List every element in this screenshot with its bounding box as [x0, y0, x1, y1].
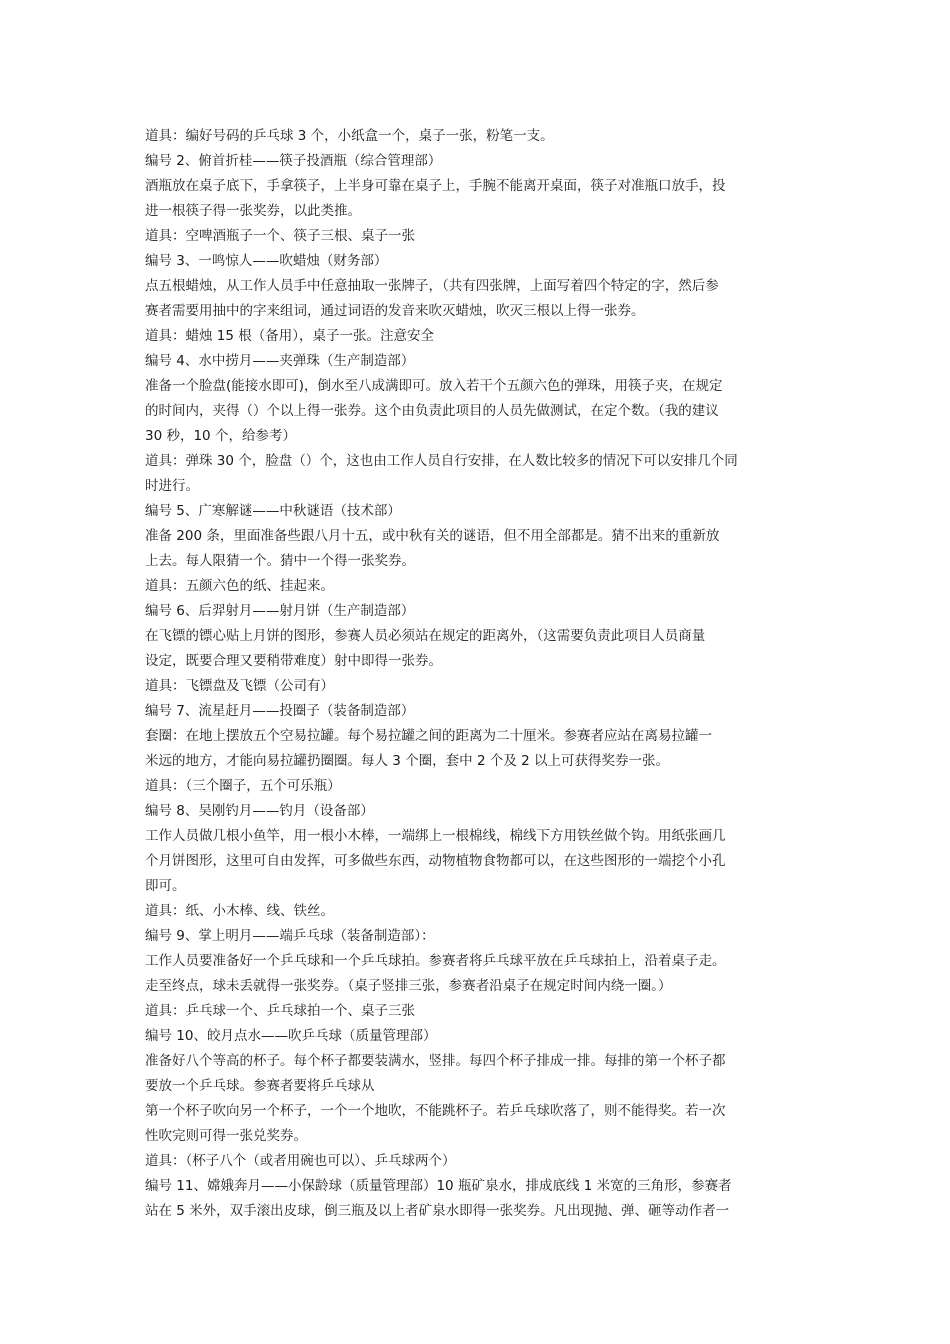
document-body — [145, 124, 813, 1224]
item-heading: 编号 3、一鸣惊人——吹蜡烛（财务部） — [145, 253, 388, 269]
item-heading: 编号 10、皎月点水——吹乒乓球（质量管理部） — [145, 1028, 437, 1044]
text-line: 道具：弹珠 30 个，脸盘（）个，这也由工作人员自行安排，在人数比较多的情况下可以安排几个同 — [145, 453, 738, 469]
text-line: 的时间内，夹得（）个以上得一张券。这个由负责此项目的人员先做测试，在定个数。（我的建议 — [145, 403, 719, 419]
text-line: 米远的地方，才能向易拉罐扔圈圈。每人 3 个圈，套中 2 个及 2 以上可获得奖券一张。 — [145, 753, 670, 769]
text-line: 道具：空啤酒瓶子一个、筷子三根、桌子一张 — [145, 228, 415, 244]
text-line: 准备好八个等高的杯子。每个杯子都要装满水，竖排。每四个杯子排成一排。每排的第一个杯子都 — [145, 1053, 726, 1069]
text-line: 工作人员做几根小鱼竿，用一根小木棒，一端绑上一根棉线，棉线下方用铁丝做个钩。用纸张画几 — [145, 828, 726, 844]
text-line: 赛者需要用抽中的字来组词，通过词语的发音来吹灭蜡烛，吹灭三根以上得一张券。 — [145, 303, 645, 319]
text-line: 在飞镖的镖心贴上月饼的图形，参赛人员必须站在规定的距离外，（这需要负责此项目人员商量 — [145, 628, 706, 644]
text-line: 设定，既要合理又要稍带难度）射中即得一张券。 — [145, 653, 442, 669]
text-line: 上去。每人限猜一个。猜中一个得一张奖券。 — [145, 553, 415, 569]
text-line: 准备一个脸盘(能接水即可)，倒水至八成满即可。放入若干个五颜六色的弹珠，用筷子夹，在规定 — [145, 378, 723, 394]
item-heading: 编号 6、后羿射月——射月饼（生产制造部） — [145, 603, 415, 619]
text-line: 走至终点，球未丢就得一张奖券。（桌子竖排三张，参赛者沿桌子在规定时间内绕一圈。） — [145, 978, 672, 994]
text-line: 道具：乒乓球一个、乒乓球拍一个、桌子三张 — [145, 1003, 415, 1019]
text-line: 30 秒，10 个，给参考） — [145, 428, 296, 444]
text-line: 要放一个乒乓球。参赛者要将乒乓球从 — [145, 1078, 375, 1094]
item-heading: 编号 8、吴刚钓月——钓月（设备部） — [145, 803, 374, 819]
text-line: 套圈：在地上摆放五个空易拉罐。每个易拉罐之间的距离为二十厘米。参赛者应站在离易拉罐一 — [145, 728, 712, 744]
item-heading: 编号 4、水中捞月——夹弹珠（生产制造部） — [145, 353, 415, 369]
text-line: 第一个杯子吹向另一个杯子，一个一个地吹，不能跳杯子。若乒乓球吹落了，则不能得奖。若一次 — [145, 1103, 726, 1119]
text-line: 酒瓶放在桌子底下，手拿筷子，上半身可靠在桌子上，手腕不能离开桌面，筷子对准瓶口放手，投 — [145, 178, 726, 194]
text-line: 道具：飞镖盘及飞镖（公司有） — [145, 678, 334, 694]
text-line: 准备 200 条，里面准备些跟八月十五，或中秋有关的谜语，但不用全部都是。猜不出来的重新放 — [145, 528, 720, 544]
text-line: 时进行。 — [145, 478, 199, 494]
text-line: 道具：五颜六色的纸、挂起来。 — [145, 578, 334, 594]
text-line: 道具：（杯子八个（或者用碗也可以）、乒乓球两个） — [145, 1153, 456, 1169]
text-line: 道具：蜡烛 15 根（备用），桌子一张。注意安全 — [145, 328, 435, 344]
text-line: 站在 5 米外，双手滚出皮球，倒三瓶及以上者矿泉水即得一张奖券。凡出现抛、弹、砸等动作者一 — [145, 1203, 730, 1219]
text-line: 工作人员要准备好一个乒乓球和一个乒乓球拍。参赛者将乒乓球平放在乒乓球拍上，沿着桌子走。 — [145, 953, 726, 969]
text-line: 点五根蜡烛，从工作人员手中任意抽取一张牌子，（共有四张牌，上面写着四个特定的字，然后参 — [145, 278, 719, 294]
text-line: 进一根筷子得一张奖券，以此类推。 — [145, 203, 361, 219]
item-heading: 编号 5、广寒解谜——中秋谜语（技术部） — [145, 503, 401, 519]
item-heading: 编号 11、嫦娥奔月——小保龄球（质量管理部）10 瓶矿泉水，排成底线 1 米宽的三角形，参赛者 — [145, 1178, 732, 1194]
text-line: 个月饼图形，这里可自由发挥，可多做些东西，动物植物食物都可以，在这些图形的一端挖个小孔 — [145, 853, 726, 869]
item-heading: 编号 7、流星赶月——投圈子（装备制造部） — [145, 703, 415, 719]
item-heading: 编号 2、俯首折桂——筷子投酒瓶（综合管理部） — [145, 153, 442, 169]
text-line: 道具：纸、小木棒、线、铁丝。 — [145, 903, 334, 919]
text-line: 道具：（三个圈子，五个可乐瓶） — [145, 778, 341, 794]
text-line: 性吹完则可得一张兑奖券。 — [145, 1128, 307, 1144]
text-line: 道具：编好号码的乒乓球 3 个，小纸盒一个，桌子一张，粉笔一支。 — [145, 128, 554, 144]
text-line: 即可。 — [145, 878, 186, 894]
item-heading: 编号 9、掌上明月——端乒乓球（装备制造部）： — [145, 928, 435, 944]
